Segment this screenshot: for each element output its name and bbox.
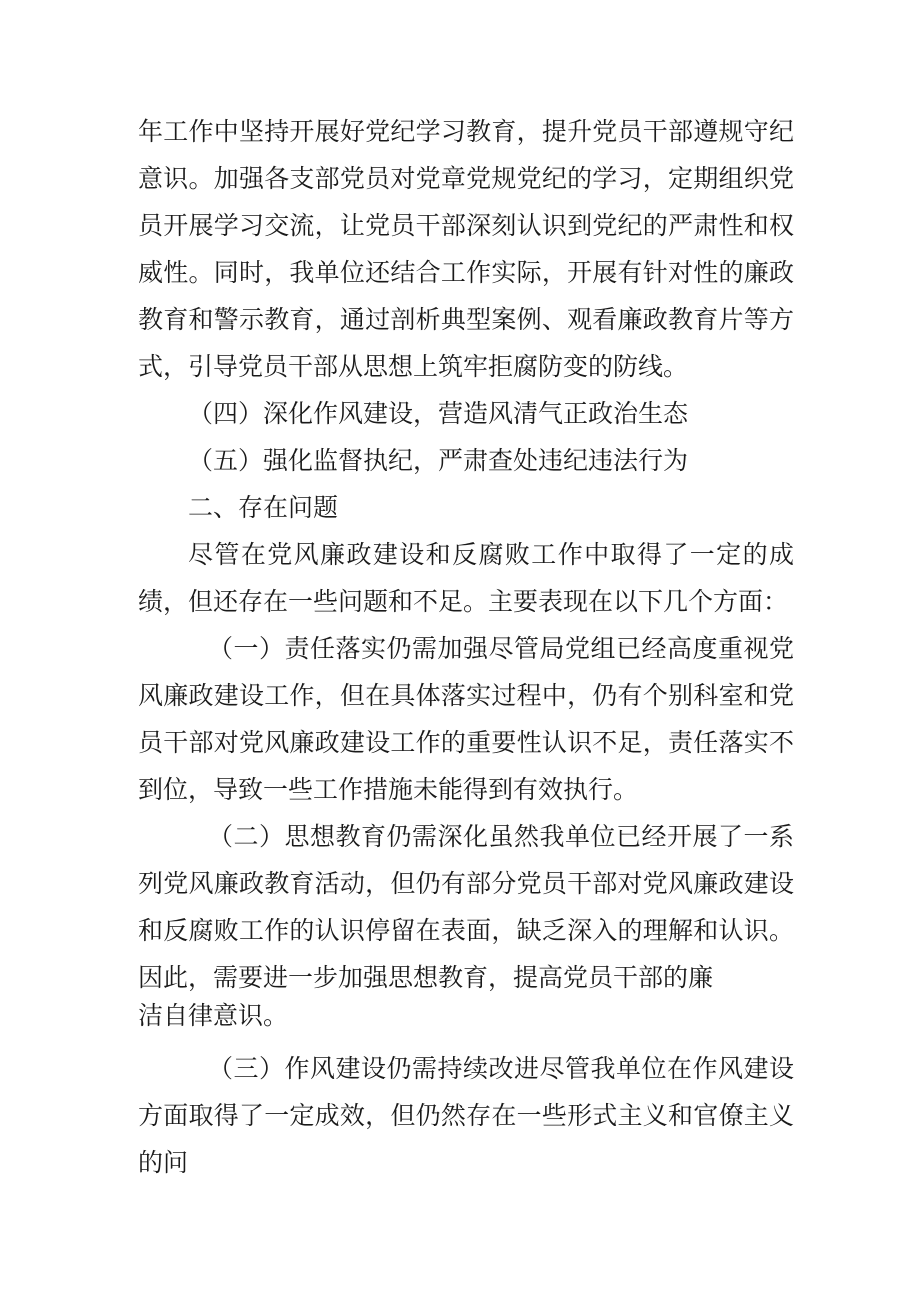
document-body [138,108,794,1186]
paragraph-ideological-education-tail: 洁自律意识。 [138,1001,289,1030]
heading-item-five: （五）强化监督执纪，严肃查处违纪违法行为 [188,446,689,475]
paragraph-work-style: （三）作风建设仍需持续改进尽管我单位在作风建设方面取得了一定成效，但仍然存在一些形式主义和官僚主义的问 [138,1054,794,1177]
paragraph-responsibility: （一）责任落实仍需加强尽管局党组已经高度重视党风廉政建设工作，但在具体落实过程中，仍有个别科室和党员干部对党风廉政建设工作的重要性认识不足，责任落实不到位，导致一些工作措施未能得到有效执行。 [138,634,794,804]
heading-item-four: （四）深化作风建设，营造风清气正政治生态 [188,399,689,428]
paragraph-ideological-education: （二）思想教育仍需深化虽然我单位已经开展了一系列党风廉政教育活动，但仍有部分党员干部对党风廉政建设和反腐败工作的认识停留在表面，缺乏深入的理解和认识。因此，需要进一步加强思想教育，提高党员干部的廉 [138,822,794,992]
section-heading-problems: 二、存在问题 [188,493,339,522]
paragraph-party-discipline-education: 年工作中坚持开展好党纪学习教育，提升党员干部遵规守纪意识。加强各支部党员对党章党规党纪的学习，定期组织党员开展学习交流，让党员干部深刻认识到党纪的严肃性和权威性。同时，我单位还结合工作实际，开展有针对性的廉政教育和警示教育，通过剖析典型案例、观看廉政教育片等方式，引导党员干部从思想上筑牢拒腐防变的防线。 [138,117,794,381]
paragraph-problems-intro: 尽管在党风廉政建设和反腐败工作中取得了一定的成绩，但还存在一些问题和不足。主要表现在以下几个方面： [138,540,794,616]
